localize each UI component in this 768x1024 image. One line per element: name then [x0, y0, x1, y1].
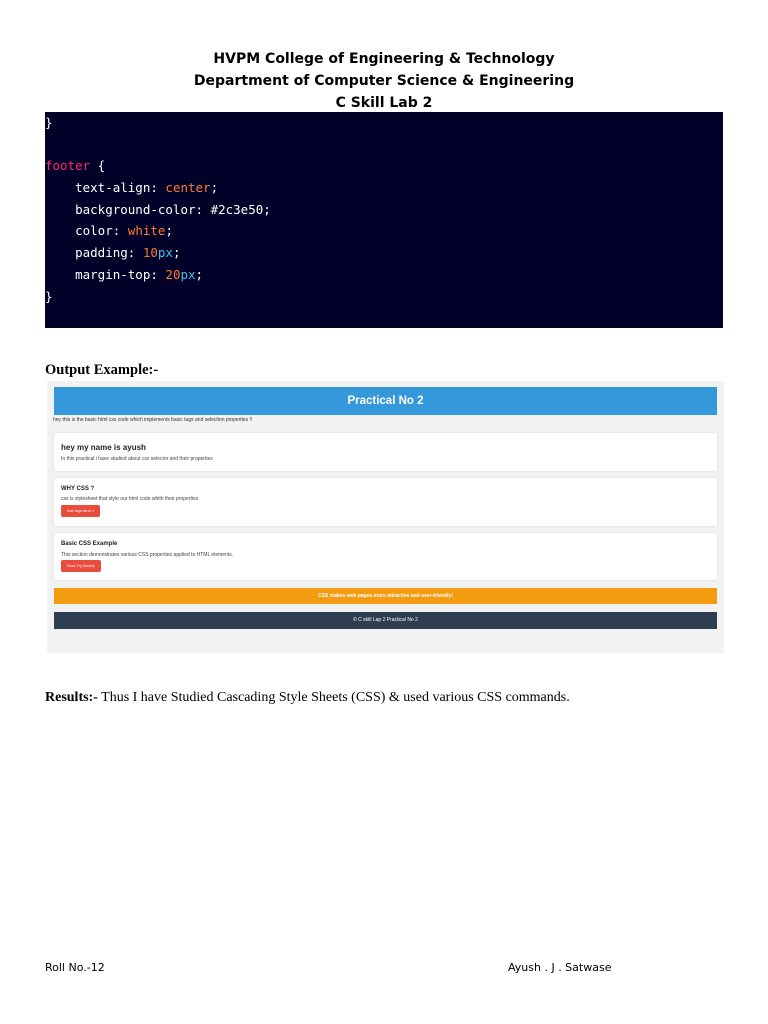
semicolon: ; — [172, 245, 181, 261]
code-line — [45, 264, 723, 286]
code-line — [45, 242, 723, 264]
css-selector: footer — [45, 158, 91, 174]
css-unit: px — [157, 245, 173, 261]
page-footer: © C skill Lap 2 Practical No 2 — [54, 612, 717, 629]
css-property: padding: — [45, 245, 143, 261]
css-value: white — [127, 223, 166, 239]
card-title: hey my name is ayush — [61, 443, 146, 452]
student-name: Ayush . J . Satwase — [508, 961, 612, 974]
semicolon: ; — [210, 180, 219, 196]
code-line — [45, 177, 723, 199]
document-header — [0, 48, 768, 114]
semicolon: ; — [263, 201, 271, 217]
css-property: margin-top: — [45, 266, 166, 282]
code-line — [45, 112, 723, 134]
roll-number: Roll No.-12 — [45, 961, 105, 974]
css-property: background-color: #2c3e50 — [45, 201, 264, 217]
css-unit: px — [180, 266, 196, 282]
code-line — [45, 199, 723, 221]
code-line — [45, 220, 723, 242]
college-name: HVPM College of Engineering & Technology — [213, 51, 555, 67]
card-text: css is stylesheet that style our html code whith their properties — [61, 496, 199, 502]
tags-button[interactable]: Not tags fanh > — [61, 505, 100, 517]
intro-text: hey this is the basic html css code which implements basic tags and selection properties !! — [53, 417, 253, 423]
css-property: text-align: — [45, 180, 166, 196]
results-label: Results:- — [45, 690, 98, 705]
card-intro — [54, 433, 717, 471]
card-basic-css — [54, 533, 717, 580]
card-why-css — [54, 478, 717, 526]
code-line — [45, 155, 723, 177]
closing-brace: } — [45, 115, 53, 130]
dont-try-button[interactable]: Dont Try Buddy — [61, 560, 101, 572]
open-brace: { — [90, 158, 106, 174]
results-line — [45, 690, 570, 706]
closing-brace: } — [45, 288, 53, 304]
code-block — [45, 112, 723, 328]
card-text: In this practical i have studied about css selector and their properties — [61, 456, 213, 462]
semicolon: ; — [165, 223, 173, 239]
semicolon: ; — [195, 266, 204, 282]
highlight-bar: CSS makes web pages more attractive and user-friendly! — [54, 588, 717, 604]
css-value: center — [165, 180, 211, 196]
results-text: Thus I have Studied Cascading Style Sheets (CSS) & used various CSS commands. — [97, 690, 570, 705]
code-blank-line — [45, 134, 723, 156]
css-property: color: — [45, 223, 128, 239]
page-banner: Practical No 2 — [54, 387, 717, 415]
css-number: 20 — [165, 266, 181, 282]
code-line — [45, 286, 723, 308]
card-title: WHY CSS ? — [61, 486, 95, 492]
css-number: 10 — [142, 245, 158, 261]
card-title: Basic CSS Example — [61, 541, 118, 547]
subject-title: C Skill Lab 2 — [335, 95, 433, 111]
card-text: This section demonstrates various CSS properties applied to HTML elements. — [61, 552, 234, 558]
output-example-label: Output Example:- — [45, 362, 159, 378]
department-name: Department of Computer Science & Engineering — [193, 73, 575, 89]
output-screenshot — [47, 381, 724, 653]
